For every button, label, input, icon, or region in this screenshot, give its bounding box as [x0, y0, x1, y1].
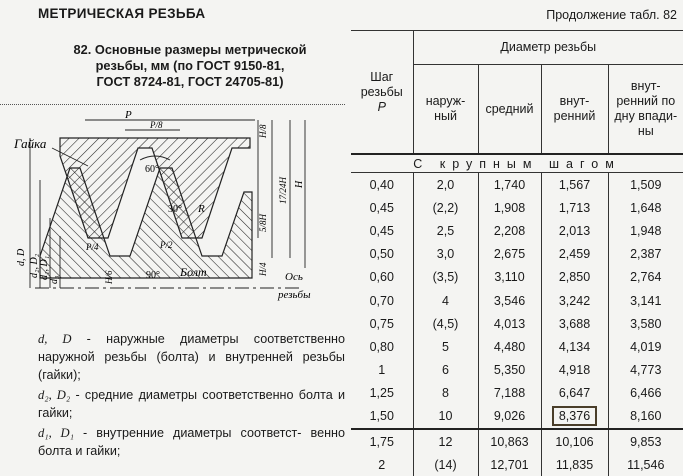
table-cell [541, 405, 608, 429]
table-cell [541, 429, 608, 453]
table-cell [478, 429, 541, 453]
cell-value: 5,350 [493, 363, 526, 378]
table-cell [413, 453, 478, 476]
table-cell [351, 243, 413, 266]
table-cell [608, 312, 683, 335]
table-cell [413, 289, 478, 312]
cell-value: 3,242 [558, 293, 591, 308]
cell-value: (4,5) [432, 316, 459, 331]
cell-value: 4,019 [630, 339, 662, 354]
cell-value: 3,141 [630, 293, 662, 308]
p2-label: P/2 [160, 240, 173, 250]
table-title [40, 42, 340, 90]
cell-value: 3,546 [493, 293, 526, 308]
table-cell [608, 243, 683, 266]
table-row [351, 335, 683, 358]
angle-90-label: 90° [146, 270, 160, 281]
table-cell [413, 405, 478, 429]
table-row [351, 382, 683, 405]
table-title-line: резьбы, мм (по ГОСТ 9150-81, [95, 58, 285, 73]
page-heading: МЕТРИЧЕСКАЯ РЕЗЬБА [38, 6, 206, 21]
table-cell [351, 266, 413, 289]
table-cell [478, 173, 541, 197]
col-header-middle: средний [478, 65, 541, 154]
legend-text: - внутренние диаметры соответст- венно болта и гайки; [38, 426, 345, 458]
cell-value: 0,45 [369, 200, 394, 215]
table-cell [413, 196, 478, 219]
cell-value: 12 [438, 434, 453, 449]
cell-value: 1,713 [558, 200, 591, 215]
table-cell [413, 382, 478, 405]
h-label: H [294, 180, 305, 188]
table-cell [413, 219, 478, 242]
col-header-root: внут- ренний по дну впади- ны [608, 65, 683, 154]
table-cell [478, 219, 541, 242]
cell-value: 5 [442, 339, 449, 354]
table-cell [351, 173, 413, 197]
table-cell [351, 382, 413, 405]
cell-value: 1,567 [558, 177, 591, 192]
cell-value: 2 [378, 457, 386, 472]
cell-value: 8,376 [555, 409, 594, 423]
cell-value: 2,387 [630, 247, 662, 262]
table-cell [608, 266, 683, 289]
cell-value: 2,013 [558, 223, 591, 238]
table-cell [541, 173, 608, 197]
table-cell [608, 173, 683, 197]
h6-label: H/6 [104, 270, 114, 284]
table-cell [351, 335, 413, 358]
table-cell [478, 312, 541, 335]
cell-value: 0,80 [369, 339, 394, 354]
cell-value: 2,208 [493, 223, 526, 238]
cell-value: 4 [442, 293, 449, 308]
table-cell [478, 289, 541, 312]
cell-value: 2,764 [630, 270, 662, 285]
p8-label: P/8 [150, 120, 163, 130]
table-cell [541, 289, 608, 312]
axis-label-2: резьбы [278, 289, 311, 301]
table-cell [608, 219, 683, 242]
table-cell [351, 429, 413, 453]
cell-value: 10,863 [490, 434, 529, 449]
table-cell [608, 453, 683, 476]
table-cell [413, 243, 478, 266]
h8-label: H/8 [258, 124, 268, 138]
cell-value: 1,948 [630, 223, 662, 238]
table-cell [541, 243, 608, 266]
cell-value: 9,853 [630, 434, 662, 449]
cell-value: 8,160 [630, 409, 662, 424]
table-row [351, 359, 683, 382]
col-header-pitch [351, 31, 413, 154]
cell-value: 0,75 [369, 316, 394, 331]
table-cell [608, 359, 683, 382]
cell-value: 4,480 [493, 339, 526, 354]
h4-label: H/4 [258, 262, 268, 276]
dotted-rule [0, 104, 345, 105]
cell-value: 1,25 [369, 386, 394, 401]
table-cell [351, 405, 413, 429]
pitch-label: P [125, 109, 132, 121]
table-cell [541, 196, 608, 219]
legend-symbol: d₁, D₁ [38, 426, 74, 440]
cell-value: 0,40 [369, 177, 394, 192]
cell-value: 1,648 [630, 200, 662, 215]
table-cell [608, 289, 683, 312]
legend-item [0, 386, 345, 422]
table-cell [413, 266, 478, 289]
cell-value: 0,70 [369, 293, 394, 308]
cell-value: 0,50 [369, 247, 394, 262]
cell-value: 2,459 [558, 247, 591, 262]
legend [0, 330, 345, 462]
table-cell [608, 196, 683, 219]
cell-value: 2,850 [558, 270, 591, 285]
table-cell [608, 382, 683, 405]
col-header-inner: внут- ренний [541, 65, 608, 154]
table-cell [478, 382, 541, 405]
cell-value: 1 [378, 363, 386, 378]
continuation-note: Продолжение табл. 82 [546, 8, 677, 22]
table-cell [351, 359, 413, 382]
cell-value: 3,0 [436, 247, 455, 262]
thread-profile-drawing [0, 108, 345, 308]
table-cell [351, 196, 413, 219]
p4-label: P/4 [86, 242, 99, 252]
cell-value: 4,134 [558, 339, 591, 354]
cell-value: 0,60 [369, 270, 394, 285]
legend-item [0, 424, 345, 460]
table-cell [541, 312, 608, 335]
cell-value: 1,908 [493, 200, 526, 215]
cell-value: 6,647 [558, 386, 591, 401]
dim-d1-label: d₁, D₁ [39, 255, 50, 280]
thread-dimensions-table [351, 30, 683, 476]
cell-value: (3,5) [432, 270, 459, 285]
cell-value: (14) [434, 457, 457, 472]
table-cell [351, 289, 413, 312]
col-group-diameter: Диаметр резьбы [413, 31, 683, 65]
angle-30-label: 30° [168, 204, 182, 215]
table-cell [351, 219, 413, 242]
cell-value: 3,580 [630, 316, 662, 331]
table-row [351, 243, 683, 266]
cell-value: 1,75 [369, 434, 394, 449]
table-cell [413, 173, 478, 197]
table-row [351, 405, 683, 429]
table-cell [608, 429, 683, 453]
legend-item [0, 330, 345, 384]
table-cell [413, 335, 478, 358]
h1724-label: 17/24H [278, 177, 288, 204]
table-cell [478, 266, 541, 289]
table-cell [541, 453, 608, 476]
dim-d2-label: d₂, D₂ [29, 253, 40, 278]
table-cell [478, 453, 541, 476]
cell-value: 1,509 [630, 177, 662, 192]
h58-label: 5/8H [258, 214, 268, 232]
cell-value: 11,835 [555, 457, 594, 472]
cell-value: 2,0 [436, 177, 455, 192]
table-row [351, 173, 683, 197]
table-cell [608, 335, 683, 358]
cell-value: 4,773 [630, 363, 662, 378]
table-cell [413, 359, 478, 382]
cell-value: 10 [438, 409, 453, 424]
pitch-header-label: Шаг резьбы [360, 69, 403, 99]
cell-value: 3,110 [494, 270, 525, 285]
col-header-outer: наруж- ный [413, 65, 478, 154]
legend-symbol: d, D [38, 332, 72, 346]
dim-d-label: d, D [16, 248, 27, 266]
cell-value: 2,675 [493, 247, 526, 262]
table-cell [541, 219, 608, 242]
cell-value: 1,50 [369, 409, 394, 424]
table-cell [608, 405, 683, 429]
nut-label: Гайка [14, 136, 47, 151]
cell-value: 10,106 [555, 434, 594, 449]
cell-value: (2,2) [432, 200, 459, 215]
cell-value: 1,740 [493, 177, 526, 192]
table-row [351, 196, 683, 219]
cell-value: 8 [442, 386, 449, 401]
right-page [345, 0, 683, 472]
table-cell [541, 266, 608, 289]
table-cell [478, 405, 541, 429]
table-cell [478, 359, 541, 382]
table-cell [413, 429, 478, 453]
table-row [351, 312, 683, 335]
table-cell [478, 335, 541, 358]
dim-d3-label: d₃ [49, 275, 60, 284]
table-cell [541, 335, 608, 358]
angle-60-label: 60° [145, 164, 159, 175]
table-row [351, 219, 683, 242]
table-row [351, 289, 683, 312]
table-cell [478, 243, 541, 266]
axis-label: Ось [285, 271, 303, 283]
pitch-header-symbol: P [377, 99, 386, 114]
cell-value: 6,466 [630, 386, 662, 401]
cell-value: 4,013 [493, 316, 526, 331]
table-row [351, 266, 683, 289]
cell-value: 12,701 [490, 457, 529, 472]
table-cell [478, 196, 541, 219]
legend-text: - наружные диаметры соответственно наружной резьбы (болта) и внутренней резьбы (гайки); [38, 332, 345, 382]
legend-symbol: d₂, D₂ [38, 388, 71, 402]
table-cell [351, 453, 413, 476]
cell-value: 4,918 [558, 363, 591, 378]
cell-value: 6 [442, 363, 449, 378]
table-cell [541, 359, 608, 382]
left-page [0, 0, 345, 458]
bolt-label: Болт [180, 265, 207, 279]
cell-value: 7,188 [493, 386, 526, 401]
table-cell [541, 382, 608, 405]
section-label: С крупным шагом [351, 154, 683, 173]
cell-value: 2,5 [436, 223, 455, 238]
table-title-line: 82. Основные размеры метрической [73, 42, 307, 57]
cell-value: 0,45 [369, 223, 394, 238]
table-title-line: ГОСТ 8724-81, ГОСТ 24705-81) [96, 74, 284, 89]
legend-text: - средние диаметры соответственно болта и гайки; [38, 388, 345, 420]
table-row [351, 453, 683, 476]
table-row [351, 429, 683, 453]
cell-value: 9,026 [493, 409, 526, 424]
cell-value: 3,688 [558, 316, 591, 331]
radius-label: R [198, 203, 205, 215]
table-cell [413, 312, 478, 335]
table-cell [351, 312, 413, 335]
cell-value: 11,546 [627, 457, 665, 472]
